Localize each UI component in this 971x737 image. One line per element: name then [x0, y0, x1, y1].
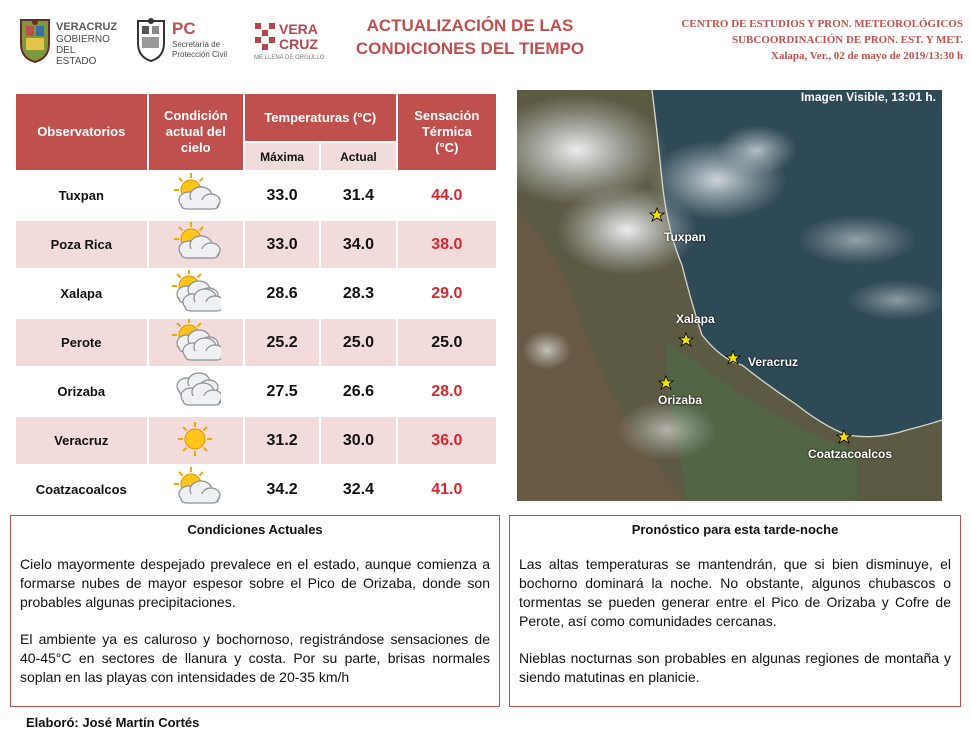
- author: Elaboró: José Martín Cortés: [26, 715, 200, 730]
- header-actual: Actual: [321, 143, 395, 170]
- temp-actual: 32.4: [321, 466, 395, 513]
- city-label-coatzacoalcos: Coatzacoalcos: [808, 447, 893, 461]
- mostly-cloudy-icon: [171, 299, 221, 316]
- pronostico-paragraph-1: Las altas temperaturas se mantendrán, que si bien disminuye, el bochorno dominará la noche. No obstante, algunos chubascos o tormentas se pueden generar entre el Pico de Orizaba y Cofre de Perote, así como comunidades cercanas.: [519, 556, 951, 629]
- city-label-veracruz: Veracruz: [748, 355, 799, 369]
- table-row: [16, 319, 496, 366]
- veracruz-logo-line2: GOBIERNO: [56, 34, 110, 45]
- veracruz-brand-mark-icon: [254, 22, 276, 52]
- observatory-name: Veracruz: [16, 417, 147, 464]
- pc-logo-line1: Secretaría de: [172, 40, 221, 49]
- condiciones-actuales-box: [10, 515, 500, 707]
- sensacion-termica: 41.0: [398, 466, 496, 513]
- header-logos: [14, 14, 334, 66]
- cloudy-icon: [171, 397, 221, 414]
- satellite-caption: Imagen Visible, 13:01 h.: [800, 90, 936, 104]
- header-sensacion-line3: (°C): [435, 140, 459, 155]
- city-label-xalapa: Xalapa: [676, 312, 715, 326]
- temp-actual: 26.6: [321, 368, 395, 415]
- header-maxima: Máxima: [245, 143, 319, 170]
- observatory-name: Coatzacoalcos: [16, 466, 147, 513]
- satellite-image: [517, 90, 942, 501]
- temp-max: 25.2: [245, 319, 319, 366]
- header-sensacion: [398, 94, 496, 170]
- header-sensacion-line2: Térmica: [421, 124, 472, 139]
- pronostico-title: Pronóstico para esta tarde-noche: [631, 522, 839, 537]
- page-title-line2: CONDICIONES DEL TIEMPO: [355, 39, 585, 58]
- condiciones-text: [11, 555, 499, 687]
- observatory-name: Xalapa: [16, 270, 147, 317]
- partly-cloudy-icon: [171, 250, 221, 267]
- city-label-orizaba: Orizaba: [658, 393, 703, 407]
- pronostico-text: [510, 555, 960, 687]
- pc-logo-mark: PC: [172, 19, 196, 38]
- sensacion-termica: 28.0: [398, 368, 496, 415]
- page-title: [340, 14, 600, 60]
- pc-logo-line2: Protección Civil: [172, 50, 228, 59]
- agency-line1: CENTRO DE ESTUDIOS Y PRON. METEOROLÓGICOS: [681, 18, 963, 30]
- temp-max: 33.0: [245, 221, 319, 268]
- pronostico-box: [509, 515, 961, 707]
- agency-line2: SUBCOORDINACIÓN DE PRON. EST. Y MET.: [731, 34, 963, 46]
- temp-actual: 34.0: [321, 221, 395, 268]
- pc-shield-icon: [136, 17, 166, 63]
- header-condicion: [149, 94, 243, 170]
- veracruz-logo-line1: VERACRUZ: [56, 21, 118, 33]
- mostly-cloudy-icon: [171, 348, 221, 365]
- temp-actual: 31.4: [321, 172, 395, 219]
- observatory-name: Poza Rica: [16, 221, 147, 268]
- observatory-name: Tuxpan: [16, 172, 147, 219]
- table-row: [16, 221, 496, 268]
- condiciones-paragraph-2: El ambiente ya es caluroso y bochornoso, registrándose sensaciones de 40-45°C en sectores de llanura y costa. Por su parte, brisas normales soplan en las playas con intensidades de 20-35 km/h: [20, 631, 490, 685]
- condiciones-title: Condiciones Actuales: [187, 522, 323, 537]
- temp-max: 27.5: [245, 368, 319, 415]
- veracruz-brand-tagline: ME LLENA DE ORGULLO: [254, 55, 325, 61]
- sensacion-termica: 36.0: [398, 417, 496, 464]
- partly-cloudy-icon: [171, 495, 221, 512]
- page-title-line1: ACTUALIZACIÓN DE LAS: [366, 16, 574, 35]
- agency-date: Xalapa, Ver., 02 de mayo de 2019/13:30 h: [770, 50, 963, 62]
- satellite-map: [517, 90, 942, 501]
- sensacion-termica: 44.0: [398, 172, 496, 219]
- observatory-name: Orizaba: [16, 368, 147, 415]
- table-row: [16, 417, 496, 464]
- veracruz-gobierno-logo: [14, 14, 118, 67]
- proteccion-civil-logo: [136, 14, 244, 66]
- veracruz-brand-line2: CRUZ: [279, 36, 318, 52]
- header-condicion-line1: Condición: [163, 108, 228, 123]
- veracruz-shield-icon: [18, 16, 52, 64]
- header-condicion-line3: cielo: [180, 140, 211, 155]
- agency-header: [633, 16, 963, 64]
- condiciones-paragraph-1: Cielo mayormente despejado prevalece en el estado, aunque comienza a formarse nubes de mayor espesor sobre el Pico de Orizaba, donde son probables algunas precipitaciones.: [20, 556, 490, 610]
- table-row: [16, 270, 496, 317]
- temp-max: 31.2: [245, 417, 319, 464]
- header-observatorios: Observatorios: [16, 94, 147, 170]
- veracruz-brand-logo: [254, 14, 334, 66]
- header-sensacion-line1: Sensación: [414, 108, 480, 123]
- veracruz-brand-line1: VERA: [279, 21, 318, 37]
- pronostico-paragraph-2: Nieblas nocturnas son probables en algunas regiones de montaña y siendo matutinas en planicie.: [519, 650, 951, 685]
- temp-max: 34.2: [245, 466, 319, 513]
- city-label-tuxpan: Tuxpan: [664, 230, 706, 244]
- temp-max: 33.0: [245, 172, 319, 219]
- table-row: [16, 172, 496, 219]
- observatories-table: [14, 92, 498, 515]
- sunny-icon: [171, 446, 221, 463]
- veracruz-logo-line3: DEL ESTADO: [56, 45, 97, 67]
- temp-actual: 28.3: [321, 270, 395, 317]
- sensacion-termica: 29.0: [398, 270, 496, 317]
- temp-actual: 30.0: [321, 417, 395, 464]
- partly-cloudy-icon: [171, 201, 221, 218]
- header-temperaturas: Temperaturas (°C): [245, 94, 396, 141]
- sensacion-termica: 38.0: [398, 221, 496, 268]
- temp-max: 28.6: [245, 270, 319, 317]
- temp-actual: 25.0: [321, 319, 395, 366]
- header-condicion-line2: actual del: [165, 124, 226, 139]
- table-row: [16, 466, 496, 513]
- sensacion-termica: 25.0: [398, 319, 496, 366]
- observatory-name: Perote: [16, 319, 147, 366]
- table-row: [16, 368, 496, 415]
